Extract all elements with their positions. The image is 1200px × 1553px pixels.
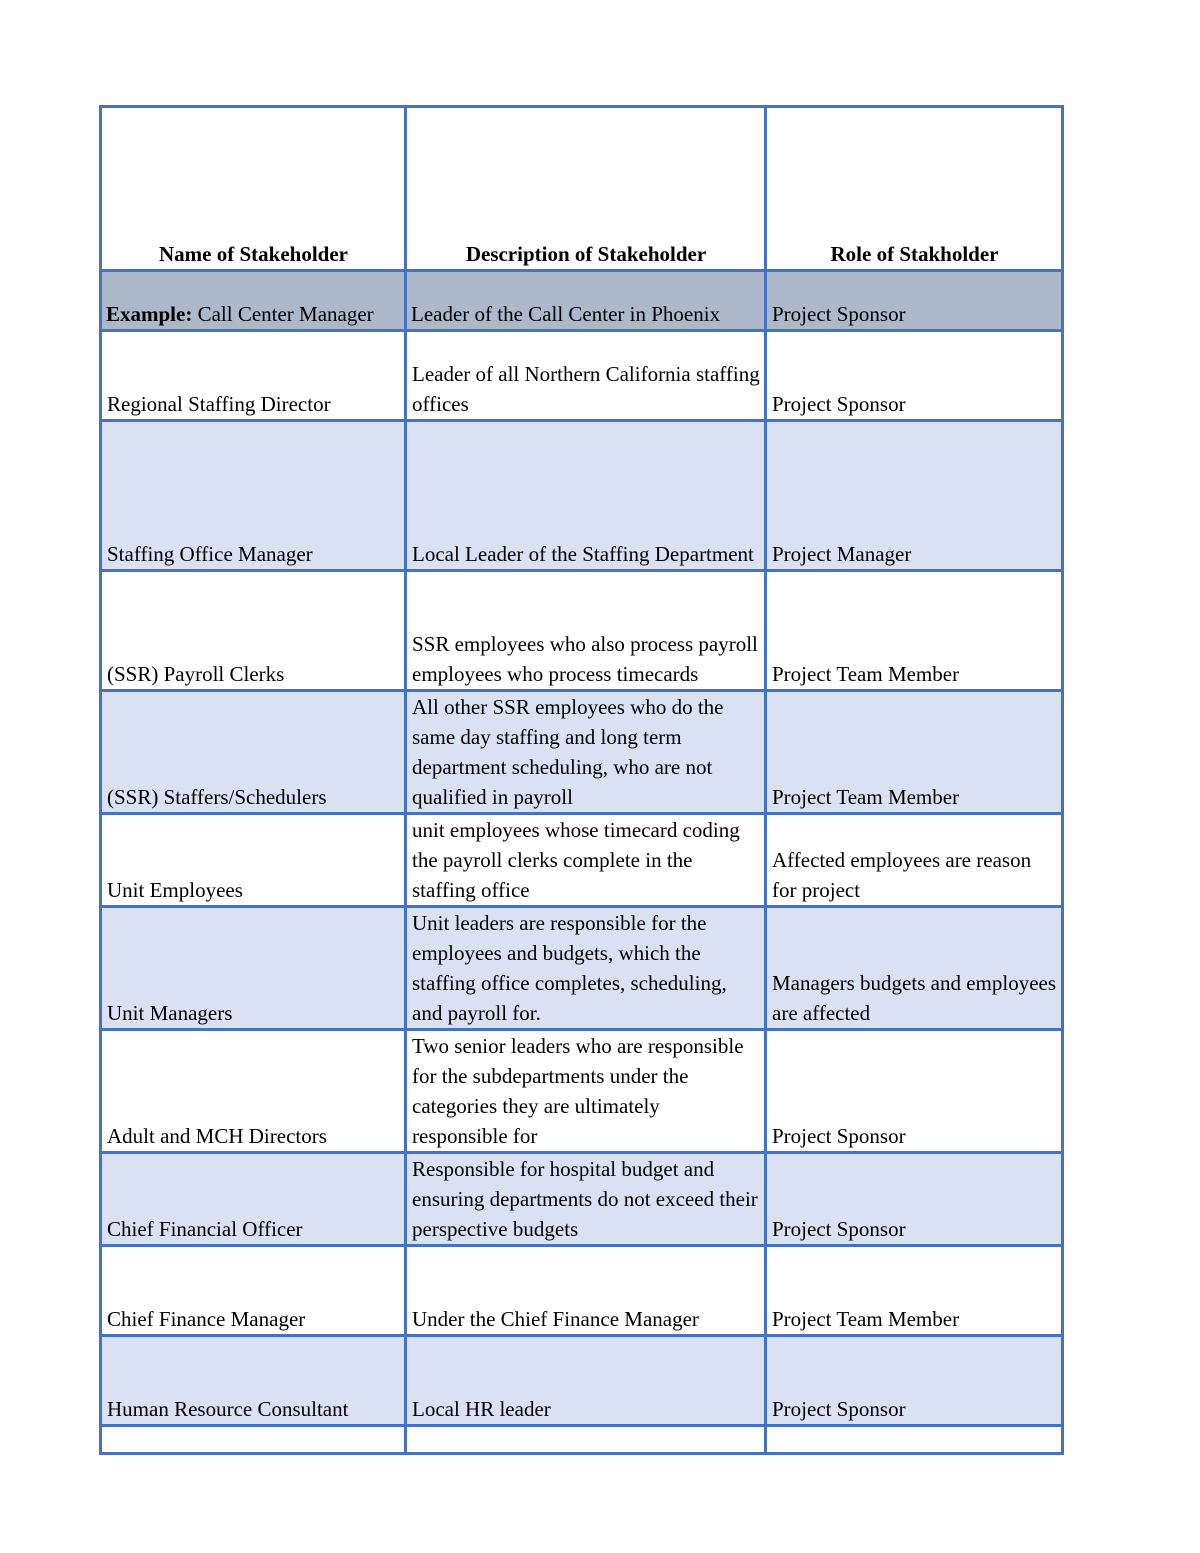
table-row <box>101 331 1063 421</box>
stakeholder-role: Affected employees are reason for project <box>766 814 1063 907</box>
stakeholder-role: Project Sponsor <box>766 1030 1063 1153</box>
stakeholder-description: Local HR leader <box>406 1336 766 1426</box>
table-row <box>101 691 1063 814</box>
empty-row <box>101 1426 1063 1454</box>
stakeholder-role: Project Sponsor <box>766 331 1063 421</box>
stakeholder-role: Project Team Member <box>766 571 1063 691</box>
table-row <box>101 1246 1063 1336</box>
stakeholder-name: Adult and MCH Directors <box>101 1030 406 1153</box>
example-name-cell <box>101 271 406 331</box>
stakeholder-description: Unit leaders are responsible for the employees and budgets, which the staffing office completes, scheduling, and payroll for. <box>406 907 766 1030</box>
example-description: Leader of the Call Center in Phoenix <box>406 271 766 331</box>
stakeholder-name: Chief Financial Officer <box>101 1153 406 1246</box>
table-row <box>101 907 1063 1030</box>
example-name: Call Center Manager <box>192 302 374 326</box>
example-row <box>101 271 1063 331</box>
stakeholder-name: Unit Employees <box>101 814 406 907</box>
stakeholder-role: Project Manager <box>766 421 1063 571</box>
stakeholder-description: unit employees whose timecard coding the payroll clerks complete in the staffing office <box>406 814 766 907</box>
table-row <box>101 1153 1063 1246</box>
stakeholder-name: (SSR) Payroll Clerks <box>101 571 406 691</box>
stakeholder-description: SSR employees who also process payroll employees who process timecards <box>406 571 766 691</box>
empty-cell <box>766 1426 1063 1454</box>
stakeholder-role: Project Team Member <box>766 1246 1063 1336</box>
stakeholder-table <box>99 105 1064 1455</box>
stakeholder-name: Chief Finance Manager <box>101 1246 406 1336</box>
stakeholder-role: Project Sponsor <box>766 1336 1063 1426</box>
table-row <box>101 421 1063 571</box>
header-name: Name of Stakeholder <box>101 107 406 271</box>
stakeholder-name: Regional Staffing Director <box>101 331 406 421</box>
table-row <box>101 571 1063 691</box>
stakeholder-description: Under the Chief Finance Manager <box>406 1246 766 1336</box>
empty-cell <box>101 1426 406 1454</box>
table-row <box>101 1336 1063 1426</box>
header-row <box>101 107 1063 271</box>
stakeholder-description: Leader of all Northern California staffing offices <box>406 331 766 421</box>
stakeholder-description: All other SSR employees who do the same day staffing and long term department scheduling, who are not qualified in payroll <box>406 691 766 814</box>
stakeholder-description: Responsible for hospital budget and ensuring departments do not exceed their perspective budgets <box>406 1153 766 1246</box>
stakeholder-description: Two senior leaders who are responsible for the subdepartments under the categories they are ultimately responsible for <box>406 1030 766 1153</box>
table-row <box>101 814 1063 907</box>
header-description: Description of Stakeholder <box>406 107 766 271</box>
example-prefix: Example: <box>106 302 193 326</box>
table-row <box>101 1030 1063 1153</box>
example-role: Project Sponsor <box>766 271 1063 331</box>
stakeholder-description: Local Leader of the Staffing Department <box>406 421 766 571</box>
stakeholder-name: Staffing Office Manager <box>101 421 406 571</box>
header-role: Role of Stakholder <box>766 107 1063 271</box>
stakeholder-name: Human Resource Consultant <box>101 1336 406 1426</box>
stakeholder-role: Managers budgets and employees are affected <box>766 907 1063 1030</box>
stakeholder-role: Project Team Member <box>766 691 1063 814</box>
stakeholder-name: Unit Managers <box>101 907 406 1030</box>
stakeholder-name: (SSR) Staffers/Schedulers <box>101 691 406 814</box>
empty-cell <box>406 1426 766 1454</box>
stakeholder-role: Project Sponsor <box>766 1153 1063 1246</box>
